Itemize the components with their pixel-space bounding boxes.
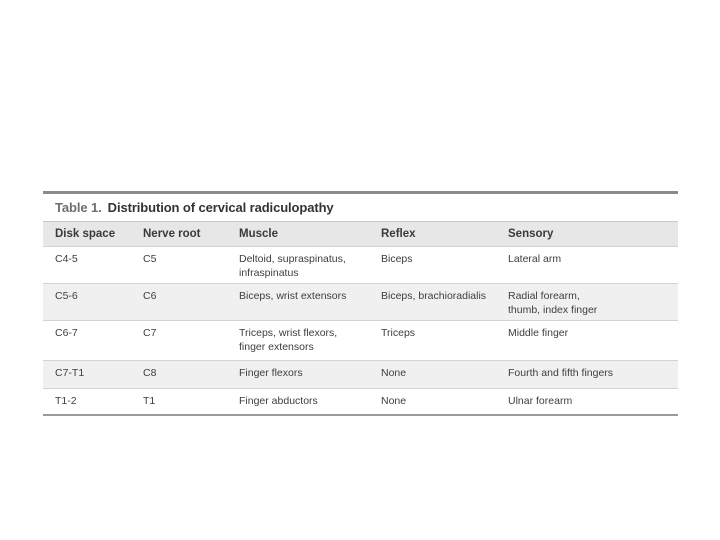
table-row	[43, 321, 678, 361]
table-row	[43, 284, 678, 321]
cell-line: thumb, index finger	[508, 304, 598, 316]
cell-muscle	[227, 321, 369, 361]
table-caption-number: Table 1.	[55, 200, 102, 215]
cell-line: Lateral arm	[508, 253, 562, 265]
cell-line: Biceps, brachioradialis	[381, 290, 487, 302]
cell-line: Fourth and fifth fingers	[508, 367, 614, 379]
cell-nerve-root: C7	[131, 321, 227, 361]
cell-line: Radial forearm,	[508, 290, 580, 302]
cell-nerve-root: C6	[131, 284, 227, 321]
cell-line: Ulnar forearm	[508, 395, 573, 407]
cell-line: Finger abductors	[239, 395, 318, 407]
cell-sensory	[496, 284, 678, 321]
table-row	[43, 247, 678, 284]
cell-line: None	[381, 395, 407, 407]
table-header-row	[43, 222, 678, 247]
cell-reflex	[369, 284, 496, 321]
header-sensory: Sensory	[496, 222, 678, 247]
cell-muscle	[227, 389, 369, 415]
cell-nerve-root: C5	[131, 247, 227, 284]
cell-line: Finger flexors	[239, 367, 303, 379]
cell-line: Triceps, wrist flexors,	[239, 327, 338, 339]
cell-line: infraspinatus	[239, 267, 299, 279]
cell-disk-space: T1-2	[43, 389, 131, 415]
table-bottom-rule	[43, 414, 678, 416]
table-caption	[43, 194, 678, 221]
cell-disk-space: C5-6	[43, 284, 131, 321]
table-row	[43, 361, 678, 389]
header-nerve-root: Nerve root	[131, 222, 227, 247]
cell-muscle	[227, 284, 369, 321]
header-disk-space: Disk space	[43, 222, 131, 247]
cell-sensory	[496, 361, 678, 389]
cell-nerve-root: C8	[131, 361, 227, 389]
cell-line: None	[381, 367, 407, 379]
cell-line: Biceps	[381, 253, 413, 265]
cell-sensory	[496, 247, 678, 284]
cell-reflex	[369, 321, 496, 361]
table-row	[43, 389, 678, 415]
cell-line: Middle finger	[508, 327, 569, 339]
radiculopathy-table	[43, 221, 678, 414]
cell-line: finger extensors	[239, 341, 314, 353]
header-reflex: Reflex	[369, 222, 496, 247]
cell-muscle	[227, 247, 369, 284]
cell-disk-space: C7-T1	[43, 361, 131, 389]
table-caption-title: Distribution of cervical radiculopathy	[107, 200, 334, 215]
cell-disk-space: C4-5	[43, 247, 131, 284]
cell-muscle	[227, 361, 369, 389]
cell-reflex	[369, 361, 496, 389]
radiculopathy-table-container	[43, 191, 678, 416]
cell-reflex	[369, 247, 496, 284]
cell-line: Triceps	[381, 327, 416, 339]
cell-sensory	[496, 321, 678, 361]
header-muscle: Muscle	[227, 222, 369, 247]
cell-reflex	[369, 389, 496, 415]
cell-line: Biceps, wrist extensors	[239, 290, 347, 302]
cell-line: Deltoid, supraspinatus,	[239, 253, 346, 265]
cell-nerve-root: T1	[131, 389, 227, 415]
cell-disk-space: C6-7	[43, 321, 131, 361]
cell-sensory	[496, 389, 678, 415]
